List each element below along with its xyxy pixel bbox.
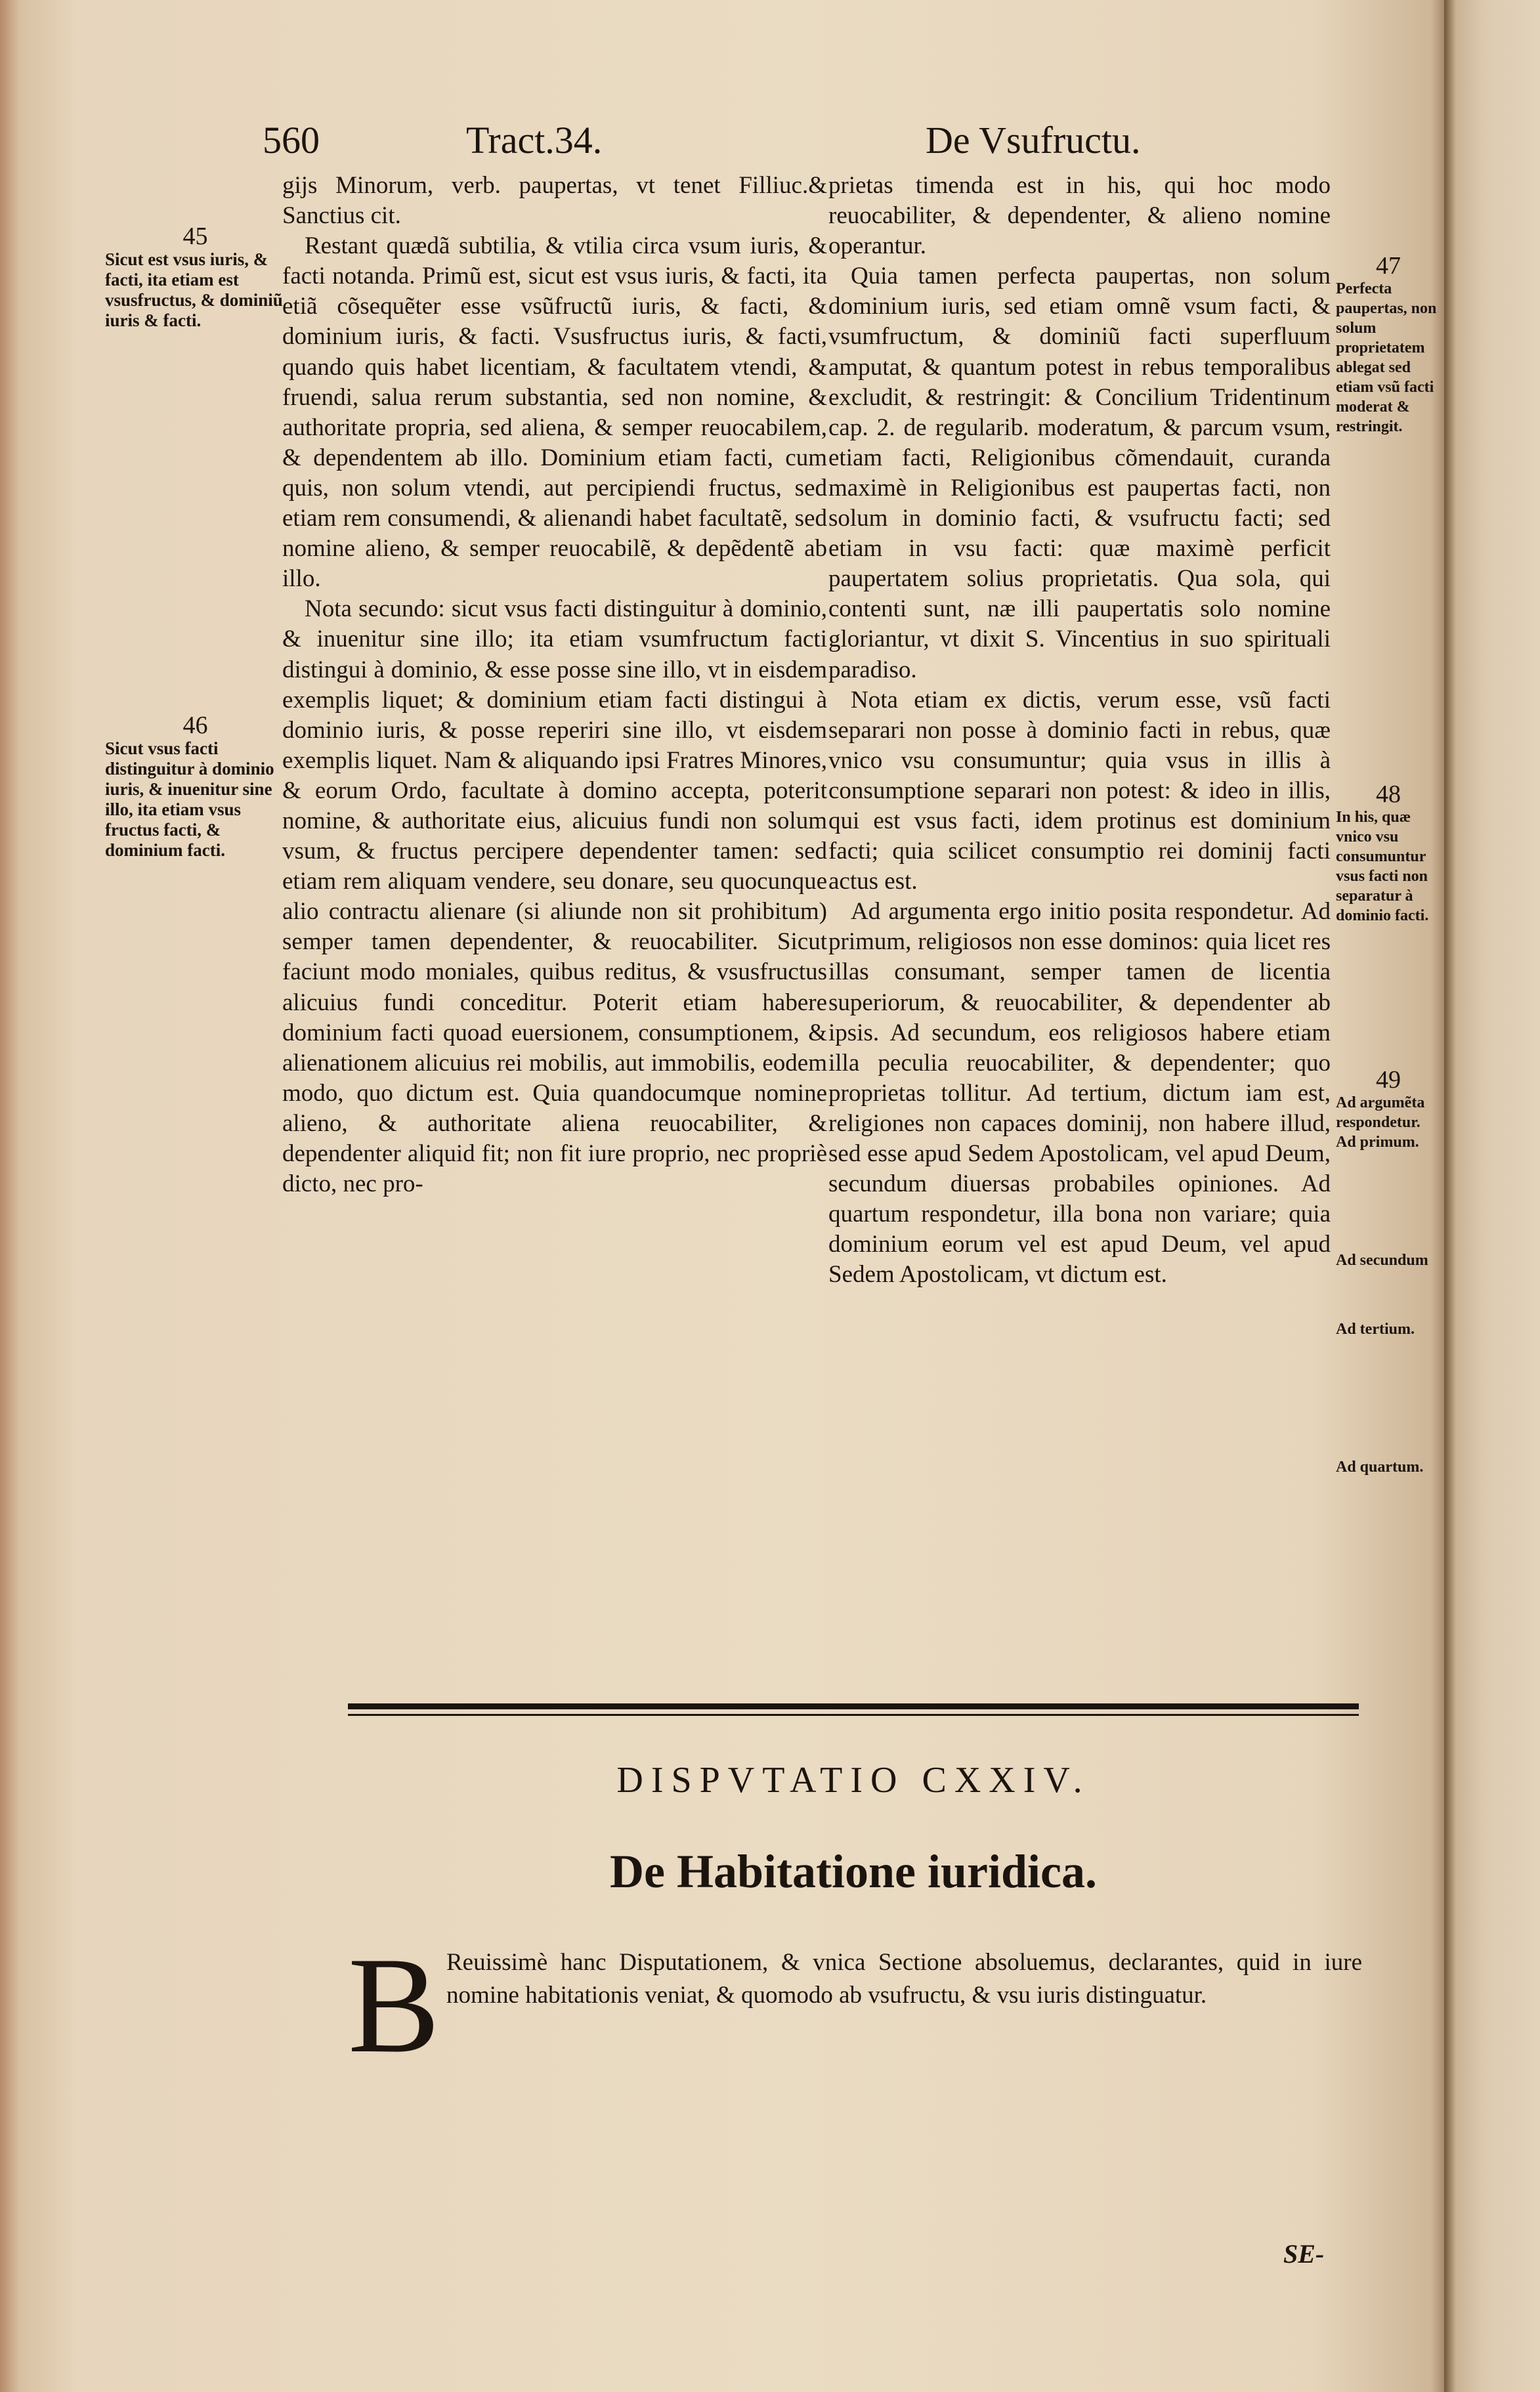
intro-paragraph: Reuissimè hanc Disputationem, & vnica Sectione absoluemus, declarantes, quid in iure nomine habitationis veniat, & quomodo ab vsufructu, & vsu iuris distinguatur.: [446, 1949, 1362, 2009]
left-paragraph: gijs Minorum, verb. paupertas, vt tenet Filliuc.& Sanctius cit.: [282, 172, 827, 230]
right-paragraph: prietas timenda est in his, qui hoc modo reuocabiliter, & dependenter, & alieno nomine operantur.: [828, 172, 1331, 260]
section-rule-thin: [348, 1714, 1359, 1716]
margin-note-ad-quartum: [1336, 1457, 1441, 1477]
note-text: Ad argumẽta respondetur. Ad primum.: [1336, 1094, 1425, 1151]
note-number: 45: [182, 223, 208, 250]
running-title: De Vsufructu.: [926, 119, 1141, 161]
margin-note-47: [1336, 253, 1441, 437]
running-header: [263, 118, 1182, 171]
margin-note-49: [1336, 1067, 1441, 1152]
section-rule: [348, 1703, 1359, 1709]
note-text: Ad tertium.: [1336, 1321, 1415, 1338]
note-number: 48: [1376, 780, 1401, 808]
note-text: Ad quartum.: [1336, 1459, 1424, 1476]
disputatio-heading: DISPVTATIO CXXIV.: [616, 1760, 1090, 1801]
margin-note-ad-secundum: [1336, 1250, 1441, 1270]
left-paragraph: Restant quædã subtilia, & vtilia circa vsum iuris, & facti notanda. Primũ est, sicut est vsus iuris, & facti, ita etiã cõsequẽter esse vsũfructũ iuris, & facti, & dominium iuris, & facti. Vsusfructus iuris, & facti, quando quis habet licentiam, & facultatem vtendi, & fruendi, salua rerum substantia, sed non nomine, & authoritate propria, sed aliena, & semper reuocabilem, & dependentem ab illo. Dominium etiam facti, cum quis, non solum vtendi, aut percipiendi fructus, sed etiam rem consumendi, & alienandi habet facultatẽ, sed nomine alieno, & semper reuocabilẽ, & depẽdentẽ ab illo.: [282, 232, 827, 593]
facing-page-edge: [1444, 0, 1540, 2392]
note-text: Sicut vsus facti distinguitur à dominio iuris, & inuenitur sine illo, ita etiam vsus fructus facti, & dominium facti.: [105, 738, 274, 860]
right-column: [828, 171, 1331, 1290]
right-paragraph: Ad argumenta ergo initio posita respondetur. Ad primum, religiosos non esse dominos: quia licet res illas consumant, semper tamen de licentia superiorum, & reuocabiliter, & dependenter ab ipsis. Ad secundum, eos religiosos habere etiam illa peculia reuocabiliter, & dependenter; quo proprietas tollitur. Ad tertium, dictum iam est, religiones non capaces dominij, non habere illud, sed esse apud Sedem Apostolicam, vel apud Deum, secundum diuersas probabiles opiniones. Ad quartum respondetur, illa bona non variare; quia dominium eorum vel est apud Deum, vel apud Sedem Apostolicam, vt dictum est.: [828, 898, 1331, 1289]
note-text: Sicut est vsus iuris, & facti, ita etiam est vsusfructus, & dominiũ iuris & facti.: [105, 249, 283, 330]
left-column: [282, 171, 827, 1199]
left-paragraph: Nota secundo: sicut vsus facti distinguitur à dominio, & inuenitur sine illo; ita etiam vsumfructum facti distingui à dominio, & esse posse sine illo, vt in eisdem exemplis liquet; & dominium etiam facti distingui à dominio iuris, & posse reperiri sine illo, vt eisdem exemplis liquet. Nam & aliquando ipsi Fratres Minores, & eorum Ordo, facultate à domino accepta, poterit nomine, & authoritate eius, alicuius fundi non solum vsum, & fructus percipere dependenter tamen: sed etiam rem aliquam vendere, seu donare, seu quocunque alio contractu alienare (si aliunde non sit prohibitum) semper tamen dependenter, & reuocabiliter. Sicut faciunt modo moniales, quibus reditus, & vsusfructus alicuius fundi conceditur. Poterit etiam habere dominium facti quoad euersionem, consumptionem, & alienationem alicuius rei mobilis, aut immobilis, eodem modo, quo dictum est. Quia quandocumque nomine alieno, & authoritate aliena reuocabiliter, & dependenter aliquid fit; non fit iure proprio, nec propriè dicto, nec pro-: [282, 595, 827, 1198]
drop-cap: B: [348, 1929, 440, 2082]
catchword: SE-: [1283, 2239, 1325, 2269]
page-number: 560: [263, 119, 320, 161]
right-paragraph: Nota etiam ex dictis, verum esse, vsũ facti separari non posse à dominio facti in rebus, quæ vnico vsu consumuntur; quia vsus in illis à consumptione separari non potest: & ideo in illis, qui est vsus facti, idem protinus est dominium facti; quia scilicet consumptio rei dominij facti actus est.: [828, 686, 1331, 895]
margin-note-48: [1336, 781, 1441, 926]
note-text: In his, quæ vnico vsu consumuntur vsus facti non separatur à dominio facti.: [1336, 809, 1429, 924]
note-number: 47: [1376, 252, 1401, 280]
note-number: 46: [182, 712, 208, 739]
note-number: 49: [1376, 1066, 1401, 1094]
section-title: De Habitatione iuridica.: [610, 1845, 1097, 1898]
right-paragraph: Quia tamen perfecta paupertas, non solum dominium iuris, sed etiam omnẽ vsum facti, & vsumfructum, & dominiũ facti superfluum amputat, & quantum potest in rebus temporalibus excludit, & restringit: & Concilium Tridentinum cap. 2. de regularib. moderatum, & parcum vsum, etiam facti, Religionibus cõmendauit, curanda maximè in Religionibus est paupertas facti, non solum in dominio facti, & vsufructu facti; sed etiam in vsu facti: quæ maximè perficit paupertatem solius proprietatis. Qua sola, qui contenti sunt, næ illi paupertatis solo nomine gloriantur, vt dixit S. Vincentius in suo spirituali paradiso.: [828, 263, 1331, 683]
note-text: Perfecta paupertas, non solum proprietatem ablegat sed etiam vsũ facti moderat & restringit.: [1336, 280, 1437, 435]
margin-note-45: [105, 223, 286, 331]
margin-note-46: [105, 712, 286, 861]
note-text: Ad secundum: [1336, 1252, 1428, 1269]
margin-note-ad-tertium: [1336, 1319, 1441, 1339]
tract-label: Tract.34.: [466, 119, 603, 161]
